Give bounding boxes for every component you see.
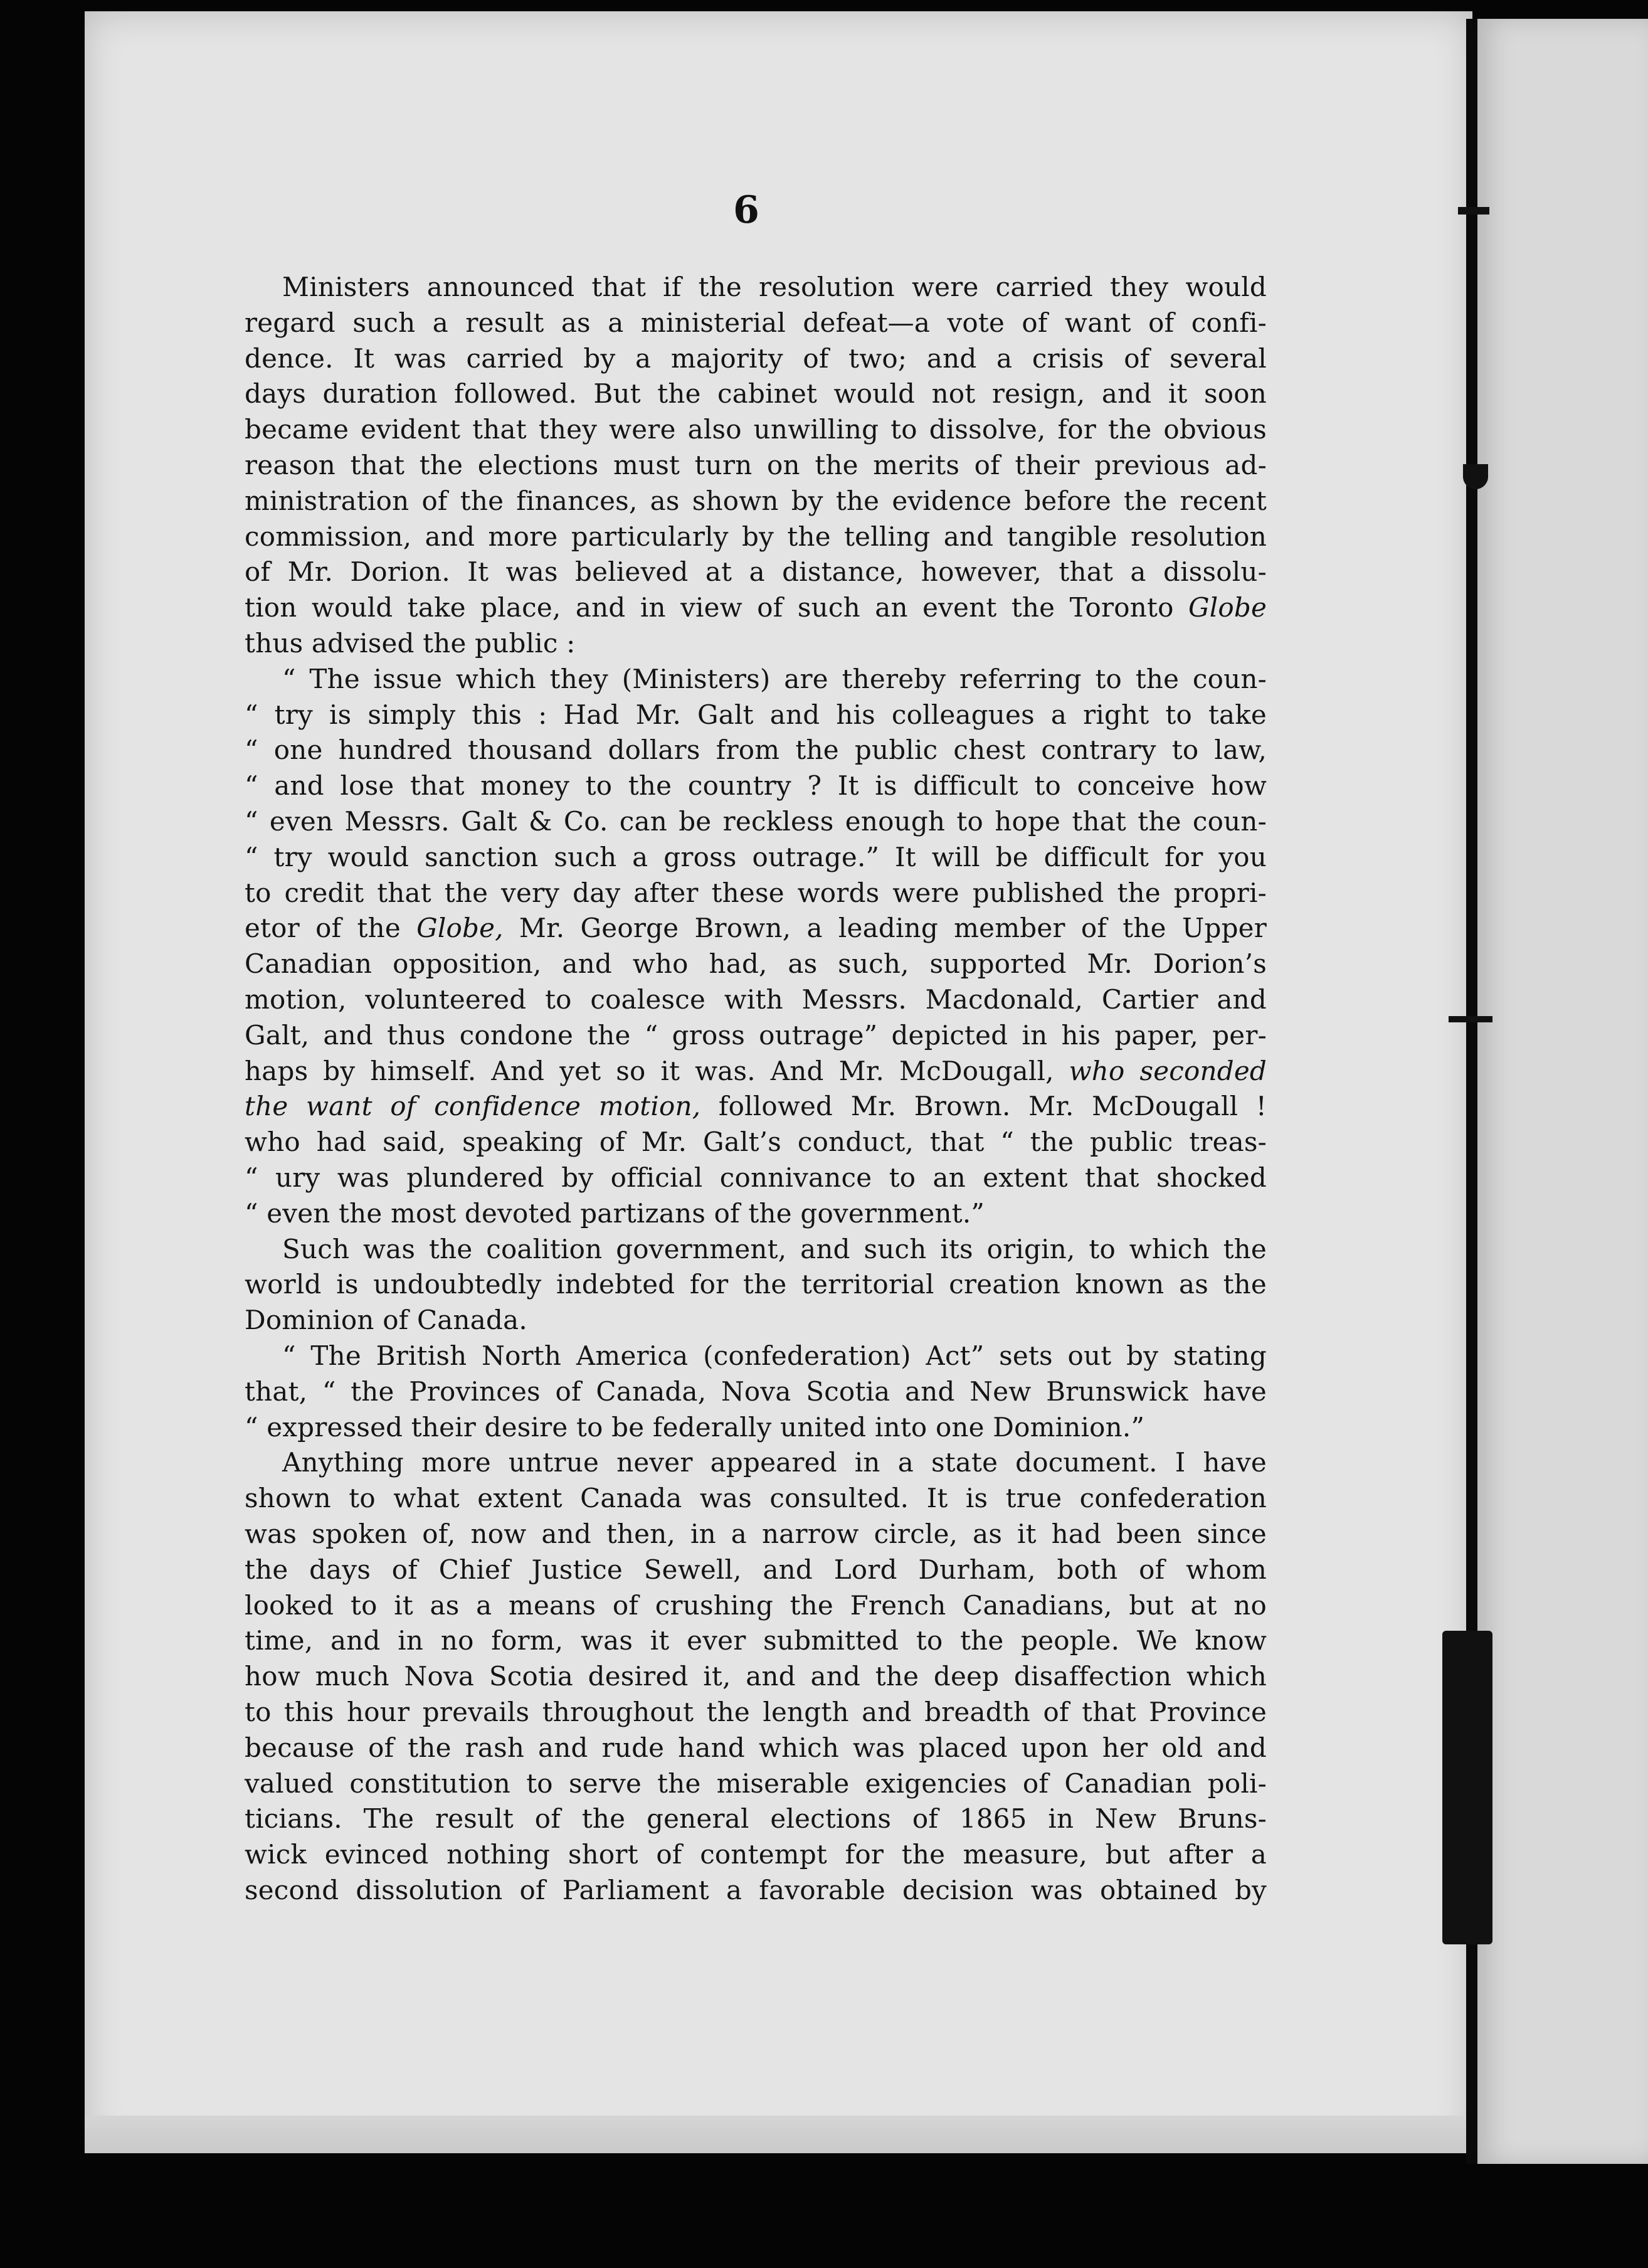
- line-text: motion, volunteered to coalesce with Messrs. Macdonald, Cartier and: [245, 984, 1267, 1015]
- line-text: “ one hundred thousand dollars from the public chest contrary to law,: [245, 734, 1267, 766]
- italic-text: the want of confidence motion,: [245, 1091, 701, 1122]
- text-line: [245, 1801, 1267, 1836]
- text-line: [245, 1374, 1267, 1409]
- text-line: [245, 876, 1267, 911]
- line-text: that, “ the Provinces of Canada, Nova Scotia and New Brunswick have: [245, 1375, 1267, 1407]
- line-text: “ even Messrs. Galt & Co. can be reckless enough to hope that the coun-: [245, 806, 1267, 837]
- text-line: [245, 305, 1267, 341]
- line-text: ticians. The result of the general elections of 1865 in New Bruns-: [245, 1803, 1267, 1835]
- line-text: Ministers announced that if the resolution were carried they would: [282, 272, 1267, 302]
- text-line: [245, 733, 1267, 768]
- text-line: [245, 804, 1267, 839]
- line-text: Dominion of Canada.: [245, 1305, 527, 1336]
- text-line: [245, 982, 1267, 1017]
- line-text: became evident that they were also unwilling to dissolve, for the obvious: [245, 414, 1267, 445]
- italic-text: who seconded: [1069, 1055, 1267, 1086]
- italic-text: Globe: [1188, 592, 1267, 623]
- line-text: of Mr. Dorion. It was believed at a distance, however, that a dissolu-: [245, 556, 1267, 588]
- text-line: [245, 1196, 1267, 1231]
- text-line: [282, 662, 1267, 697]
- text-line: [245, 1267, 1267, 1302]
- line-text: “ ury was plundered by official connivance to an extent that shocked: [245, 1162, 1267, 1193]
- text-line: [245, 1089, 1267, 1124]
- text-line: [245, 1160, 1267, 1195]
- text-line: [245, 840, 1267, 875]
- line-text: to this hour prevails throughout the length and breadth of that Province: [245, 1697, 1267, 1727]
- text-line: [245, 412, 1267, 447]
- text-line: [245, 484, 1267, 519]
- line-text: Canadian opposition, and who had, as such, supported Mr. Dorion’s: [245, 948, 1267, 980]
- line-text: “ even the most devoted partizans of the government.”: [245, 1197, 985, 1229]
- text-line: [245, 1766, 1267, 1801]
- text-line: [245, 376, 1267, 411]
- text-line: [245, 1054, 1267, 1089]
- text-line: [245, 768, 1267, 803]
- text-line: [245, 1517, 1267, 1552]
- line-text: time, and in no form, was it ever submitted to the people. We know: [245, 1625, 1267, 1656]
- text-line: [245, 554, 1267, 590]
- line-text: Such was the coalition government, and such its origin, to which the: [282, 1233, 1267, 1264]
- text-line: [245, 1837, 1267, 1872]
- line-text: because of the rash and rude hand which was placed upon her old and: [245, 1732, 1267, 1763]
- line-text: days duration followed. But the cabinet would not resign, and it soon: [245, 378, 1267, 410]
- text-line: [245, 1873, 1267, 1908]
- line-text: the days of Chief Justice Sewell, and Lord Durham, both of whom: [245, 1554, 1267, 1585]
- line-text: followed Mr. Brown. Mr. McDougall !: [700, 1091, 1267, 1122]
- text-line: [245, 1410, 1267, 1445]
- text-line: [245, 911, 1267, 946]
- text-line: [245, 1303, 1267, 1338]
- line-text: wick evinced nothing short of contempt for the measure, but after a: [245, 1839, 1267, 1870]
- text-line: [245, 1125, 1267, 1160]
- line-text: valued constitution to serve the miserable exigencies of Canadian poli-: [245, 1767, 1267, 1799]
- text-line: [245, 1552, 1267, 1587]
- line-text: Anything more untrue never appeared in a state document. I have: [282, 1447, 1267, 1478]
- text-line: [282, 270, 1267, 305]
- line-text: “ The British North America (confederation) Act” sets out by stating: [282, 1340, 1267, 1371]
- text-line: [282, 1445, 1267, 1480]
- line-text: ministration of the finances, as shown by the evidence before the recent: [245, 485, 1267, 516]
- text-line: [245, 1481, 1267, 1516]
- text-line: [282, 1338, 1267, 1374]
- text-line: [245, 946, 1267, 982]
- line-text: dence. It was carried by a majority of two; and a crisis of several: [245, 342, 1267, 374]
- page-number: 6: [733, 188, 759, 232]
- line-text: who had said, speaking of Mr. Galt’s conduct, that “ the public treas-: [245, 1126, 1267, 1158]
- text-line: [245, 590, 1267, 625]
- line-text: was spoken of, now and then, in a narrow circle, as it had been since: [245, 1518, 1267, 1549]
- line-text: to credit that the very day after these words were published the propri-: [245, 877, 1267, 908]
- line-text: reason that the elections must turn on the merits of their previous ad-: [245, 450, 1267, 480]
- text-line: [245, 697, 1267, 733]
- text-line: [245, 1695, 1267, 1730]
- line-text: haps by himself. And yet so it was. And Mr. McDougall,: [245, 1055, 1069, 1086]
- line-text: shown to what extent Canada was consulted. It is true confederation: [245, 1483, 1267, 1514]
- text-line: [245, 519, 1267, 554]
- line-text: “ The issue which they (Ministers) are thereby referring to the coun-: [282, 663, 1267, 694]
- line-text: “ try is simply this : Had Mr. Galt and his colleagues a right to take: [245, 699, 1267, 730]
- line-text: Galt, and thus condone the “ gross outrage” depicted in his paper, per-: [245, 1019, 1267, 1051]
- right-page-edge: [1477, 19, 1648, 2164]
- line-text: tion would take place, and in view of such an event the Toronto: [245, 592, 1188, 623]
- line-text: thus advised the public :: [245, 628, 576, 659]
- text-line: [245, 1730, 1267, 1766]
- text-line: [245, 626, 1267, 661]
- text-line: [245, 1588, 1267, 1623]
- line-text: commission, and more particularly by the telling and tangible resolution: [245, 521, 1267, 552]
- text-line: [245, 1659, 1267, 1694]
- text-line: [245, 1623, 1267, 1658]
- line-text: second dissolution of Parliament a favorable decision was obtained by: [245, 1875, 1267, 1905]
- line-text: world is undoubtedly indebted for the territorial creation known as the: [245, 1269, 1267, 1300]
- line-text: “ expressed their desire to be federally united into one Dominion.”: [245, 1411, 1145, 1443]
- text-line: [245, 341, 1267, 376]
- text-line: [282, 1232, 1267, 1267]
- text-line: [245, 1018, 1267, 1053]
- line-text: regard such a result as a ministerial defeat—a vote of want of confi-: [245, 307, 1267, 338]
- line-text: Mr. George Brown, a leading member of the Upper: [503, 913, 1267, 944]
- italic-text: Globe,: [416, 913, 504, 944]
- line-text: looked to it as a means of crushing the French Canadians, but at no: [245, 1589, 1267, 1621]
- line-text: etor of the: [245, 913, 417, 944]
- text-line: [245, 448, 1267, 483]
- line-text: “ try would sanction such a gross outrage.” It will be difficult for you: [245, 841, 1267, 872]
- line-text: “ and lose that money to the country ? It is difficult to conceive how: [245, 770, 1267, 802]
- line-text: how much Nova Scotia desired it, and and the deep disaffection which: [245, 1661, 1267, 1692]
